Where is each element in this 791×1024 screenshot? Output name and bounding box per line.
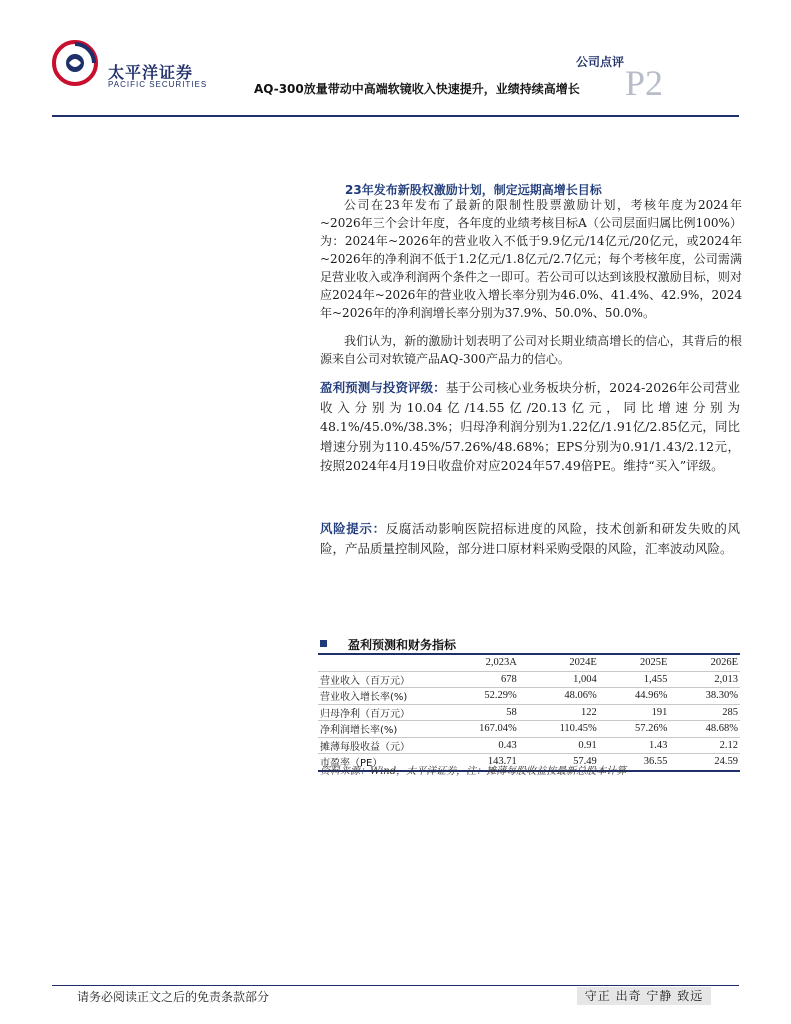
page-number: P2 [625, 63, 664, 103]
risk-text: 反腐活动影响医院招标进度的风险，技术创新和研发失败的风险，产品质量控制风险，部分进口原材料采购受限的风险，汇率波动风险。 [320, 521, 740, 556]
footer-disclaimer: 请务必阅读正文之后的免责条款部分 [77, 990, 270, 1004]
table-cell: 24.59 [669, 754, 740, 771]
table-cell: 122 [519, 704, 599, 721]
brand-name-cn: 太平洋证券 [108, 63, 194, 82]
opinion-paragraph: 我们认为，新的激励计划表明了公司对长期业绩高增长的信心，其背后的根源来自公司对软镜产品AQ-300产品力的信心。 [320, 334, 742, 366]
table-cell: 2,013 [669, 671, 740, 688]
row-label: 归母净利（百万元） [318, 704, 438, 721]
row-label: 净利润增长率(%) [318, 721, 438, 738]
table-header-cell: 2026E [669, 655, 740, 671]
table-cell: 48.68% [669, 721, 740, 738]
risk-paragraph [320, 519, 740, 558]
table-cell: 57.49 [519, 754, 599, 771]
table-cell: 285 [669, 704, 740, 721]
table-cell: 167.04% [438, 721, 519, 738]
row-label: 营业收入（百万元） [318, 671, 438, 688]
row-label: 市盈率（PE） [318, 754, 438, 771]
table-title: 盈利预测和财务指标 [348, 638, 457, 652]
table-row [318, 737, 740, 754]
row-label: 摊薄每股收益（元） [318, 737, 438, 754]
table-row [318, 671, 740, 688]
table-cell: 0.91 [519, 737, 599, 754]
footer-divider [52, 985, 739, 986]
table-row [318, 704, 740, 721]
table-cell: 678 [438, 671, 519, 688]
table-cell: 57.26% [599, 721, 670, 738]
table-cell: 44.96% [599, 688, 670, 705]
table-marker-icon [320, 640, 327, 647]
table-row [318, 688, 740, 705]
table-cell: 38.30% [669, 688, 740, 705]
company-logo-icon [52, 40, 98, 86]
table-cell: 36.55 [599, 754, 670, 771]
table-cell: 110.45% [519, 721, 599, 738]
section-heading: 23年发布新股权激励计划，制定远期高增长目标 [345, 183, 602, 197]
table-header-row [318, 655, 740, 671]
table-source-note: 资料来源：Wind，太平洋证券，注：摊薄每股收益按最新总股本计算 [320, 766, 627, 777]
forecast-lead: 盈利预测与投资评级： [320, 380, 446, 395]
table-header-blank [318, 655, 438, 671]
table-cell: 1,004 [519, 671, 599, 688]
table-cell: 1,455 [599, 671, 670, 688]
financial-table [318, 655, 740, 772]
report-type-label: 公司点评 [575, 55, 624, 69]
incentive-paragraph: 公司在23年发布了最新的限制性股票激励计划，考核年度为2024年~2026年三个会计年度，各年度的业绩考核目标A（公司层面归属比例100%）为：2024年~2026年的营业收入不低于9.9亿元/14亿元/20亿元，或2024年~2026年的净利润不低于1.2亿元/1.8亿元/2.7亿元；每个考核年度，公司需满足营业收入或净利润两个条件之一即可。若公司可以达到该股权激励目标，则对应2024年~2026年的营业收入增长率分别为46.0%、41.4%、42.9%，2024年~2026年的净利润增长率分别为37.9%、50.0%、50.0%。 [320, 198, 742, 320]
table-cell: 1.43 [599, 737, 670, 754]
brand-name-en: PACIFIC SECURITIES [108, 80, 208, 89]
table-header-cell: 2,023A [438, 655, 519, 671]
table-row [318, 721, 740, 738]
table-cell: 52.29% [438, 688, 519, 705]
table-cell: 191 [599, 704, 670, 721]
forecast-text: 基于公司核心业务板块分析，2024-2026年公司营业收入分别为10.04亿/14.55亿/20.13亿元，同比增速分别为48.1%/45.0%/38.3%；归母净利润分别为1.22亿/1.91亿/2.85亿元，同比增速分别为110.45%/57.26%/48.68%；EPS分别为0.91/1.43/2.12元，按照2024年4月19日收盘价对应2024年57.49倍PE。维持“买入”评级。 [320, 380, 740, 473]
table-cell: 2.12 [669, 737, 740, 754]
table-header-cell: 2024E [519, 655, 599, 671]
forecast-paragraph [320, 378, 740, 476]
row-label: 营业收入增长率(%) [318, 688, 438, 705]
table-cell: 143.71 [438, 754, 519, 771]
report-headline: AQ-300放量带动中高端软镜收入快速提升，业绩持续高增长 [254, 82, 580, 96]
header-divider [52, 115, 739, 117]
footer-slogan: 守正 出奇 宁静 致远 [577, 987, 711, 1005]
table-header-cell: 2025E [599, 655, 670, 671]
table-cell: 48.06% [519, 688, 599, 705]
table-cell: 58 [438, 704, 519, 721]
risk-lead: 风险提示： [320, 521, 386, 536]
table-cell: 0.43 [438, 737, 519, 754]
